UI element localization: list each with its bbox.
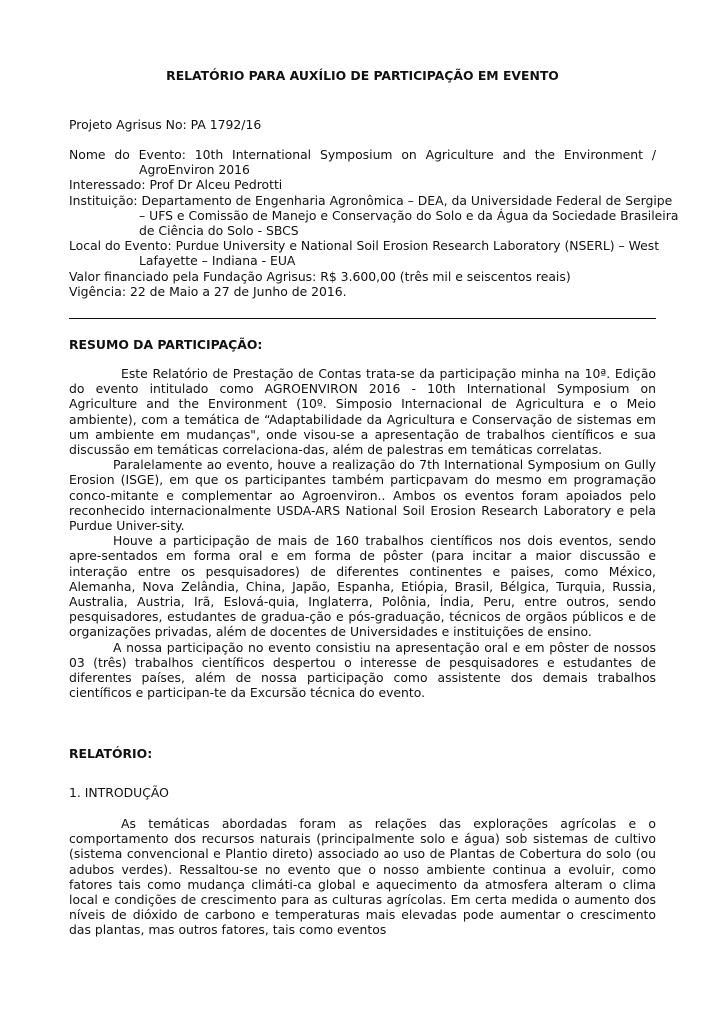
summary-heading: RESUMO DA PARTICIPAÇÃO: [69,337,263,352]
event-location-line1: Local do Evento: Purdue University e National Soil Erosion Research Laboratory (NSERL) – West [69,238,660,254]
institution-line2: – UFS e Comissão de Manejo e Conservação do Solo e da Água da Sociedade Brasileira [139,207,679,223]
funding-amount: Valor financiado pela Fundação Agrisus: R$ 3.600,00 (três mil e seiscentos reais) [69,268,571,284]
summary-paragraph-3: Houve a participação de mais de 160 trabalhos científicos nos dois eventos, sendo apre-sentados em forma oral e em forma de pôster (para incitar a maior discussão e interação entre os pesquisadores) de diferentes continentes e paises, como México, Alemanha, Nova Zelândia, China, Japão, Espanha, Etiópia, Brasil, Bélgica, Turquia, Russia, Australia, Austria, Irã, Eslová-quia, Inglaterra, Polônia, Índia, Peru, entre outros, sendo pesquisadores, estudantes de gradua-ção e pós-graduação, técnicos de orgãos públicos e de organizações privadas, além de docentes de Universidades e instituições de ensino. [69,533,656,640]
project-number: Projeto Agrisus No: PA 1792/16 [69,117,262,132]
summary-paragraph-1: Este Relatório de Prestação de Contas trata-se da participação minha na 10ª. Edição do evento intitulado como AGROENVIRON 2016 - 10th International Symposium on Agriculture and the Environment (10º. Simposio Internacional de Agricultura e o Meio ambiente), com a temática de “Adaptabilidade da Agricultura e Conservação de sistemas em um ambiente em mudanças", onde visou-se a apresentação de trabalhos científicos e sua discussão em temáticas correlaciona-das, além de palestras em temáticas correlatas. [69,366,656,458]
institution-line3: de Ciência do Solo - SBCS [139,223,299,239]
section-divider [69,318,656,319]
section-introduction-title: 1. INTRODUÇÃO [69,785,169,800]
summary-body [69,366,656,700]
event-location-line2: Lafayette – Indiana - EUA [139,253,296,269]
summary-paragraph-2: Paralelamente ao evento, houve a realização do 7th International Symposium on Gully Erosion (ISGE), em que os participantes também particpavam do mesmo em programação conco-mitante e complementar ao Agroenviron.. Ambos os eventos foram apoiados pelo reconhecido internacionalmente USDA-ARS National Soil Erosion Research Laboratory e pela Purdue Univer-sity. [69,457,656,534]
interested-party: Interessado: Prof Dr Alceu Pedrotti [69,177,283,193]
institution-line1: Instituição: Departamento de Engenharia Agronômica – DEA, da Universidade Federal de Sergipe [69,192,673,208]
introduction-body [69,816,656,938]
event-name-line1: Nome do Evento: 10th International Symposium on Agriculture and the Environment / [69,147,656,162]
introduction-paragraph-1: As temáticas abordadas foram as relações das explorações agrícolas e o comportamento dos recursos naturais (principalmente solo e água) sob sistemas de cultivo (sistema convencional e Plantio direto) associado ao uso de Plantas de Cobertura do solo (ou adubos verdes). Ressaltou-se no evento que o nosso ambiente continua a evoluir, como fatores tais como mudança climáti-ca global e aquecimento da atmosfera alteram o clima local e condições de crescimento para as culturas agrícolas. Em certa medida o aumento dos níveis de dióxido de carbono e temperaturas mais elevadas pode aumentar o crescimento das plantas, mas outros fatores, tais como eventos [69,816,656,938]
document-page [69,0,679,1024]
report-heading: RELATÓRIO: [69,746,153,761]
document-title: RELATÓRIO PARA AUXÍLIO DE PARTICIPAÇÃO EM EVENTO [166,68,559,83]
validity-period: Vigência: 22 de Maio a 27 de Junho de 2016. [69,283,347,299]
event-name-line2: AgroEnviron 2016 [139,162,250,178]
summary-paragraph-4: A nossa participação no evento consistiu na apresentação oral e em pôster de nossos 03 (três) trabalhos científicos despertou o interesse de pesquisadores e estudantes de diferentes países, além de nossa participação como assistente dos demais trabalhos científicos e participan-te da Excursão técnica do evento. [69,639,656,701]
event-info-block [69,147,679,299]
